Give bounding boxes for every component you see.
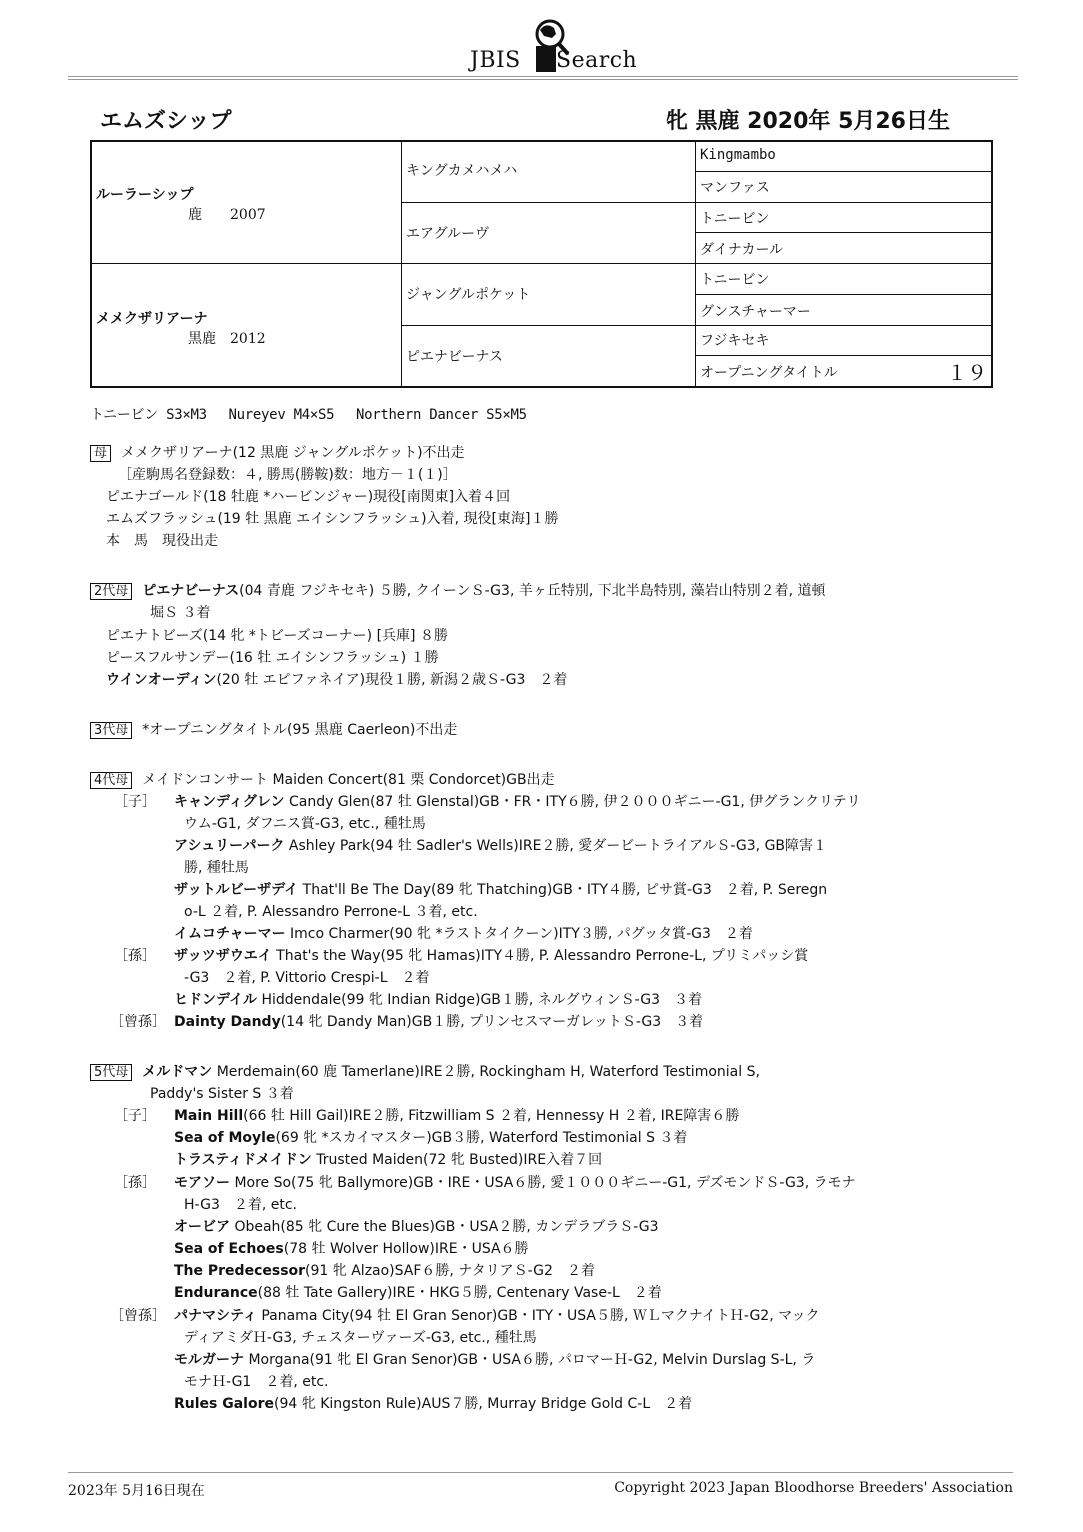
- gen3-cell: ダイナカール: [696, 233, 991, 264]
- text: Panama City(94 牡 El Gran Senor)GB・ITY・USA５勝, ＷＬマクナイトＨ-G2, マック: [256, 1308, 820, 1324]
- bold-name: モルガーナ: [174, 1352, 244, 1368]
- bold-name: Sea of Echoes: [174, 1241, 284, 1257]
- inbreeding-line: トニービン S3×M3 Nureyev M4×S5 Northern Dancer S5×M5: [90, 407, 527, 423]
- gen-label-box: 5代母: [90, 1064, 132, 1081]
- gen3-cell: [696, 356, 991, 386]
- bold-name: ザットルビーザデイ: [174, 882, 299, 898]
- text: *オープニングタイトル(95 黒鹿 Caerleon)不出走: [142, 722, 458, 738]
- gen3-cell: マンファス: [696, 172, 991, 203]
- text: メメクザリアーナ(12 黒鹿 ジャングルポケット)不出走: [121, 445, 465, 461]
- text-line: 勝, 種牡馬: [184, 860, 249, 876]
- text-line: ピースフルサンデー(16 牡 エイシンフラッシュ) １勝: [106, 650, 439, 666]
- gen-label-box: 4代母: [90, 772, 132, 789]
- text-line: [174, 879, 827, 899]
- text-line: [174, 1105, 739, 1125]
- relation-label: ［孫］: [114, 1175, 156, 1191]
- text: (94 牝 Kingston Rule)AUS７勝, Murray Bridge Gold C-L ２着: [274, 1396, 693, 1412]
- bold-name: アシュリーパーク: [174, 838, 285, 854]
- text: (91 牝 Alzao)SAF６勝, ナタリアＳ-G2 ２着: [305, 1263, 595, 1279]
- bold-name: The Predecessor: [174, 1263, 306, 1279]
- text-line: H-G3 ２着, etc.: [184, 1197, 297, 1213]
- gen-label-box: 母: [90, 445, 111, 462]
- logo-text-right: Search: [556, 48, 638, 73]
- text-line: [174, 1127, 687, 1147]
- text-line: o-L ２着, P. Alessandro Perrone-L ３着, etc.: [184, 904, 478, 920]
- bold-name: ピエナビーナス: [142, 583, 240, 599]
- gen2-cell: エアグルーヴ: [402, 203, 696, 264]
- text-line: [174, 1172, 856, 1192]
- text-line: ピエナトビーズ(14 牝 *トビーズコーナー) [兵庫] ８勝: [106, 628, 448, 644]
- bold-name: モアソー: [174, 1175, 230, 1191]
- text: メイドンコンサート Maiden Concert(81 栗 Condorcet)GB出走: [142, 772, 555, 788]
- text-line: [174, 1282, 662, 1302]
- text: (04 青鹿 フジキセキ) ５勝, クイーンＳ-G3, 羊ヶ丘特別, 下北半島特別, 藻岩山特別２着, 道頓: [239, 583, 826, 599]
- text-line: [174, 1011, 703, 1031]
- horse-name: エムズシップ: [100, 109, 232, 134]
- header-divider: [68, 76, 1018, 77]
- fifth-dam-line: [90, 1061, 760, 1081]
- gen2-cell: ジャングルポケット: [402, 264, 696, 326]
- jbis-search-logo: [470, 14, 640, 72]
- text: (88 牡 Tate Gallery)IRE・HKG５勝, Centenary Vase-L ２着: [257, 1285, 662, 1301]
- text-line: Paddy's Sister S ３着: [150, 1086, 294, 1102]
- text-line: [174, 1305, 820, 1325]
- bold-name: イムコチャーマー: [174, 926, 286, 942]
- bold-name: Main Hill: [174, 1108, 244, 1124]
- gen-label-box: 2代母: [90, 583, 132, 600]
- text: Candy Glen(87 牡 Glenstal)GB・FR・ITY６勝, 伊２０００ギニー-G1, 伊グランクリテリ: [284, 794, 861, 810]
- second-dam-line: [90, 580, 826, 600]
- pedigree-table: [90, 140, 993, 388]
- text: (20 牡 エピファネイア)現役１勝, 新潟２歳Ｓ-G3 ２着: [216, 672, 568, 688]
- horse-meta: 牝 黒鹿 2020年 5月26日生: [665, 109, 950, 134]
- dam-name: メメクザリアーナ: [96, 311, 208, 327]
- text-line: ピエナゴールド(18 牡鹿 *ハービンジャー)現役[南関東]入着４回: [106, 489, 511, 505]
- text-line: [174, 1260, 595, 1280]
- sire-name: ルーラーシップ: [96, 187, 194, 203]
- bold-name: キャンディグレン: [174, 794, 285, 810]
- text: (69 牝 *スカイマスター)GB３勝, Waterford Testimonial S ３着: [275, 1130, 688, 1146]
- text-line: エムズフラッシュ(19 牡 黒鹿 エイシンフラッシュ)入着, 現役[東海]１勝: [106, 511, 559, 527]
- text-line: [106, 669, 567, 689]
- relation-label: ［曾孫］: [110, 1014, 166, 1030]
- horse-title-row: [100, 104, 960, 134]
- footer-date: 2023年 5月16日現在: [68, 1483, 205, 1499]
- gen2-cell: ピエナビーナス: [402, 326, 696, 386]
- text-line: モナＨ-G1 ２着, etc.: [184, 1374, 329, 1390]
- gen-label-box: 3代母: [90, 722, 132, 739]
- logo-text-left: JBIS: [470, 48, 521, 73]
- bold-name: トラスティドメイドン: [174, 1152, 312, 1168]
- text-line: -G3 ２着, P. Vittorio Crespi-L ２着: [184, 970, 430, 986]
- dam-cell: [92, 264, 402, 386]
- bold-name: Rules Galore: [174, 1396, 275, 1412]
- text-line: 堀Ｓ ３着: [150, 605, 211, 621]
- text-line: [174, 1349, 815, 1369]
- relation-label: ［子］: [114, 794, 156, 810]
- text-line: ［産駒馬名登録数：４, 勝馬(勝鞍)数：地方－１(１)］: [118, 467, 457, 483]
- dam-line: [90, 442, 465, 462]
- text-line: [174, 835, 827, 855]
- text-line: [174, 1393, 692, 1413]
- text-line: [174, 945, 808, 965]
- text-line: 本 馬 現役出走: [106, 533, 218, 549]
- relation-label: ［子］: [114, 1108, 156, 1124]
- text: Imco Charmer(90 牝 *ラストタイクーン)ITY３勝, パグッタ賞-G3 ２着: [285, 926, 753, 942]
- gen3-cell: フジキセキ: [696, 326, 991, 356]
- gen2-cell: キングカメハメハ: [402, 142, 696, 203]
- header-divider-2: [68, 79, 1018, 80]
- text-line: [174, 1238, 529, 1258]
- relation-label: ［孫］: [114, 948, 156, 964]
- text-line: [174, 1216, 659, 1236]
- text: Ashley Park(94 牡 Sadler's Wells)IRE２勝, 愛ダービートライアルＳ-G3, GB障害１: [284, 838, 828, 854]
- text: Merdemain(60 鹿 Tamerlane)IRE２勝, Rockingham H, Waterford Testimonial S,: [212, 1064, 760, 1080]
- bold-name: Dainty Dandy: [174, 1014, 281, 1030]
- text-line: ウム-G1, ダフニス賞-G3, etc., 種牡馬: [184, 816, 426, 832]
- footer-divider: [68, 1472, 1013, 1473]
- gen3-cell: トニービン: [696, 203, 991, 233]
- text-line: [174, 989, 702, 1009]
- relation-label: ［曾孫］: [110, 1308, 166, 1324]
- text: (14 牝 Dandy Man)GB１勝, プリンセスマーガレットＳ-G3 ３着: [280, 1014, 704, 1030]
- text: (78 牡 Wolver Hollow)IRE・USA６勝: [283, 1241, 529, 1257]
- bold-name: Sea of Moyle: [174, 1130, 276, 1146]
- text: Hiddendale(99 牝 Indian Ridge)GB１勝, ネルグウィンＳ-G3 ３着: [257, 992, 703, 1008]
- dam-meta: 黒鹿 2012: [188, 331, 266, 347]
- bold-name: Endurance: [174, 1285, 258, 1301]
- text-line: [174, 923, 753, 943]
- text-line: [174, 1149, 602, 1169]
- gen3-last-name: オープニングタイトル: [700, 365, 838, 381]
- text: Trusted Maiden(72 牝 Busted)IRE入着７回: [311, 1152, 603, 1168]
- bold-name: ヒドンデイル: [174, 992, 258, 1008]
- third-dam-line: [90, 719, 457, 739]
- sire-meta: 鹿 2007: [188, 207, 266, 223]
- text: That'll Be The Day(89 牝 Thatching)GB・ITY４勝, ピサ賞-G3 ２着, P. Seregn: [298, 882, 828, 898]
- text-line: [174, 791, 861, 811]
- text-line: ディアミダＨ-G3, チェスターヴァーズ-G3, etc., 種牡馬: [184, 1330, 537, 1346]
- text: That's the Way(95 牝 Hamas)ITY４勝, P. Alessandro Perrone-L, プリミパッシ賞: [271, 948, 809, 964]
- bold-name: パナマシティ: [174, 1308, 257, 1324]
- text: Obeah(85 牝 Cure the Blues)GB・USA２勝, カンデラブラＳ-G3: [230, 1219, 659, 1235]
- text: More So(75 牝 Ballymore)GB・IRE・USA６勝, 愛１０００ギニー-G1, デズモンドＳ-G3, ラモナ: [230, 1175, 856, 1191]
- family-number: １９: [947, 361, 987, 385]
- gen3-cell: グンスチャーマー: [696, 295, 991, 326]
- text: Morgana(91 牝 El Gran Senor)GB・USA６勝, パロマーＨ-G2, Melvin Durslag S-L, ラ: [244, 1352, 816, 1368]
- fourth-dam-line: [90, 769, 555, 789]
- gen3-cell: トニービン: [696, 264, 991, 295]
- gen3-cell: Kingmambo: [696, 142, 991, 172]
- text: (66 牡 Hill Gail)IRE２勝, Fitzwilliam S ２着, Hennessy H ２着, IRE障害６勝: [243, 1108, 740, 1124]
- sire-cell: [92, 142, 402, 264]
- bold-name: メルドマン: [142, 1064, 213, 1080]
- bold-name: オービア: [174, 1219, 230, 1235]
- footer-copyright: Copyright 2023 Japan Bloodhorse Breeders' Association: [614, 1480, 1013, 1496]
- bold-name: ウインオーディン: [106, 672, 217, 688]
- bold-name: ザッツザウエイ: [174, 948, 272, 964]
